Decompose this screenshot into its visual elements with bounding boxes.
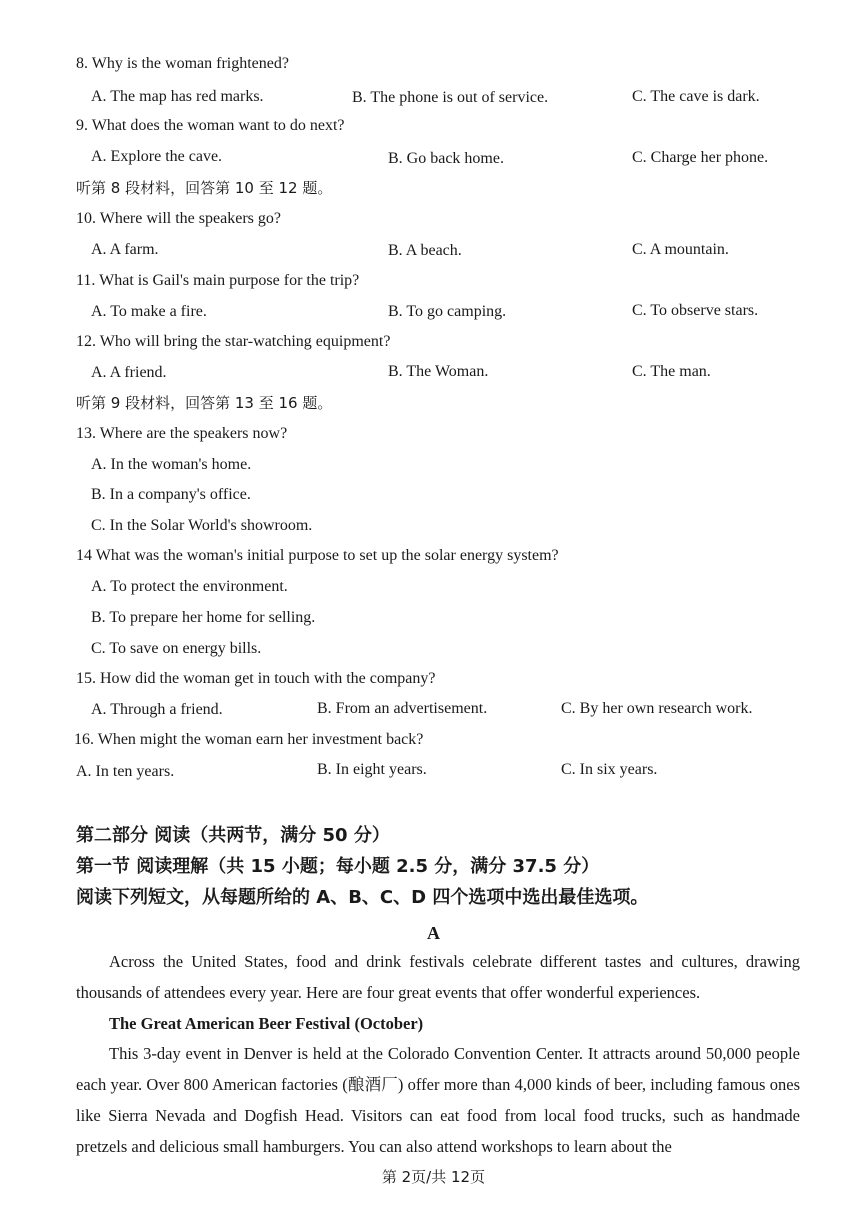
question-14-option-b: B. To prepare her home for selling. <box>91 609 316 626</box>
question-12-option-c: C. The man. <box>632 363 711 380</box>
reading-part-title: 第二部分 阅读（共两节，满分 50 分） <box>76 825 390 846</box>
question-16-option-c: C. In six years. <box>561 761 658 778</box>
question-8-option-a: A. The map has red marks. <box>91 88 264 105</box>
question-10-stem: 10. Where will the speakers go? <box>76 210 281 227</box>
page-footer: 第 2页/共 12页 <box>381 1168 486 1186</box>
question-11-option-c: C. To observe stars. <box>632 302 759 319</box>
listening-instruction-9: 听第 9 段材料，回答第 13 至 16 题。 <box>76 394 333 412</box>
question-12-stem: 12. Who will bring the star-watching equipment? <box>76 333 391 350</box>
question-15-stem: 15. How did the woman get in touch with the company? <box>76 670 436 687</box>
question-9-option-b: B. Go back home. <box>388 150 504 167</box>
question-14-option-a: A. To protect the environment. <box>91 578 288 595</box>
question-11-option-b: B. To go camping. <box>388 303 507 320</box>
question-14-option-c: C. To save on energy bills. <box>91 640 262 657</box>
question-11-stem: 11. What is Gail's main purpose for the trip? <box>76 272 360 289</box>
listening-instruction-8: 听第 8 段材料，回答第 10 至 12 题。 <box>76 179 333 197</box>
passage-intro-text: Across the United States, food and drink festivals celebrate different tastes and cultures, drawing thousands of attendees every year. Here are four great events that offer wonderful experiences. <box>76 952 800 1002</box>
question-16-option-a: A. In ten years. <box>76 763 175 780</box>
festival-subheading: The Great American Beer Festival (October) <box>109 1014 424 1033</box>
question-15-option-a: A. Through a friend. <box>91 701 223 718</box>
question-8-stem: 8. Why is the woman frightened? <box>76 55 289 72</box>
question-16-option-b: B. In eight years. <box>317 761 427 778</box>
reading-instruction: 阅读下列短文，从每题所给的 A、B、C、D 四个选项中选出最佳选项。 <box>76 887 649 908</box>
question-10-option-b: B. A beach. <box>388 242 462 259</box>
question-8-option-b: B. The phone is out of service. <box>352 89 549 106</box>
passage-intro <box>76 946 800 1008</box>
question-15-option-c: C. By her own research work. <box>561 700 753 717</box>
question-10-option-c: C. A mountain. <box>632 241 729 258</box>
question-13-option-b: B. In a company's office. <box>91 486 251 503</box>
question-13-option-c: C. In the Solar World's showroom. <box>91 517 313 534</box>
question-9-option-c: C. Charge her phone. <box>632 149 769 166</box>
question-10-option-a: A. A farm. <box>91 241 159 258</box>
question-16-stem: 16. When might the woman earn her investment back? <box>74 731 424 748</box>
passage-body <box>76 1038 800 1162</box>
question-12-option-a: A. A friend. <box>91 364 167 381</box>
question-9-stem: 9. What does the woman want to do next? <box>76 117 345 134</box>
question-11-option-a: A. To make a fire. <box>91 303 207 320</box>
question-12-option-b: B. The Woman. <box>388 363 489 380</box>
question-15-option-b: B. From an advertisement. <box>317 700 488 717</box>
passage-letter: A <box>427 923 440 943</box>
question-8-option-c: C. The cave is dark. <box>632 88 760 105</box>
question-9-option-a: A. Explore the cave. <box>91 148 223 165</box>
reading-section-title: 第一节 阅读理解（共 15 小题；每小题 2.5 分，满分 37.5 分） <box>76 856 600 877</box>
question-13-stem: 13. Where are the speakers now? <box>76 425 288 442</box>
question-13-option-a: A. In the woman's home. <box>91 456 252 473</box>
question-14-stem: 14 What was the woman's initial purpose to set up the solar energy system? <box>76 547 559 564</box>
passage-body-text: This 3-day event in Denver is held at the Colorado Convention Center. It attracts around 50,000 people each year. Over 800 American factories (酿酒厂) offer more than 4,000 kinds of beer, including famous ones like Sierra Nevada and Dogfish Head. Visitors can eat food from local food trucks, such as handmade pretzels and delicious small hamburgers. You can also attend workshops to learn about the <box>76 1044 800 1156</box>
